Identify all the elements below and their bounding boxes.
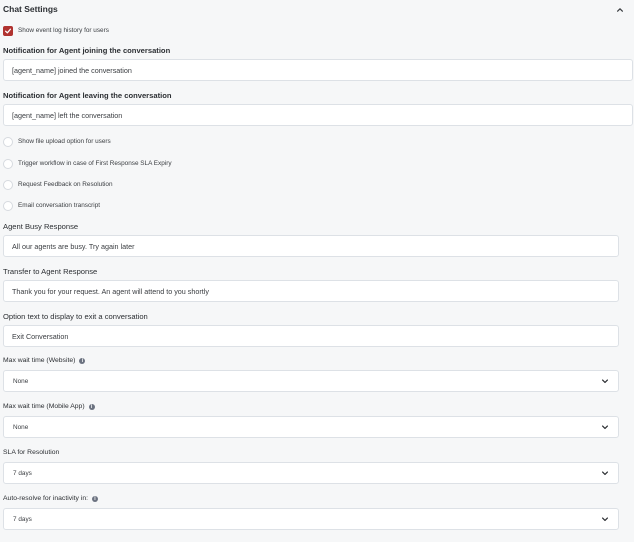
sla-resolution-label-row [3,449,59,456]
transfer-input[interactable] [3,280,619,302]
agent-busy-input[interactable] [3,235,619,257]
exit-option-label: Option text to display to exit a conversation [3,312,148,321]
chevron-down-icon [601,377,609,385]
info-icon[interactable]: i [89,404,95,410]
exit-option-input[interactable] [3,325,619,347]
sla-resolution-select[interactable] [3,462,619,484]
sla-resolution-label: SLA for Resolution [3,449,60,456]
event-log-label: Show event log history for users [18,27,109,34]
agent-busy-label: Agent Busy Response [3,222,79,231]
info-icon[interactable]: i [79,358,85,364]
transfer-label: Transfer to Agent Response [3,267,98,276]
file-upload-label: Show file upload option for users [18,138,111,145]
sla-workflow-label: Trigger workflow in case of First Response SLA Expiry [18,160,172,167]
agent-leave-value: [agent_name] left the conversation [12,110,123,120]
auto-resolve-label: Auto-resolve for inactivity in: [3,495,88,502]
email-transcript-label: Email conversation transcript [18,202,101,209]
max-wait-app-label: Max wait time (Mobile App) [3,403,85,410]
file-upload-toggle[interactable] [3,137,13,147]
chevron-down-icon [601,515,609,523]
max-wait-web-value: None [13,377,29,385]
agent-leave-label: Notification for Agent leaving the conversation [3,91,172,100]
event-log-checkbox[interactable] [3,26,13,36]
max-wait-app-value: None [13,423,29,431]
agent-join-value: [agent_name] joined the conversation [12,65,132,75]
agent-busy-value: All our agents are busy. Try again later [12,241,135,251]
exit-option-value: Exit Conversation [12,331,69,341]
info-icon[interactable]: i [92,496,98,502]
feedback-label: Request Feedback on Resolution [18,181,113,188]
feedback-toggle[interactable] [3,180,13,190]
auto-resolve-value: 7 days [13,515,32,523]
max-wait-web-label-row [3,357,85,364]
chevron-up-icon[interactable] [616,6,624,14]
auto-resolve-label-row [3,495,98,502]
agent-leave-input[interactable] [3,104,633,126]
chevron-down-icon [601,423,609,431]
agent-join-input[interactable] [3,59,633,81]
max-wait-app-select[interactable] [3,416,619,438]
checkmark-icon [4,27,12,35]
max-wait-web-label: Max wait time (Website) [3,357,76,364]
panel-title: Chat Settings [3,4,58,14]
max-wait-web-select[interactable] [3,370,619,392]
agent-join-label: Notification for Agent joining the conversation [3,46,171,55]
max-wait-app-label-row [3,403,95,410]
transfer-value: Thank you for your request. An agent will attend to you shortly [12,286,209,296]
chevron-down-icon [601,469,609,477]
sla-workflow-toggle[interactable] [3,159,13,169]
sla-resolution-value: 7 days [13,469,32,477]
email-transcript-toggle[interactable] [3,201,13,211]
auto-resolve-select[interactable] [3,508,619,530]
